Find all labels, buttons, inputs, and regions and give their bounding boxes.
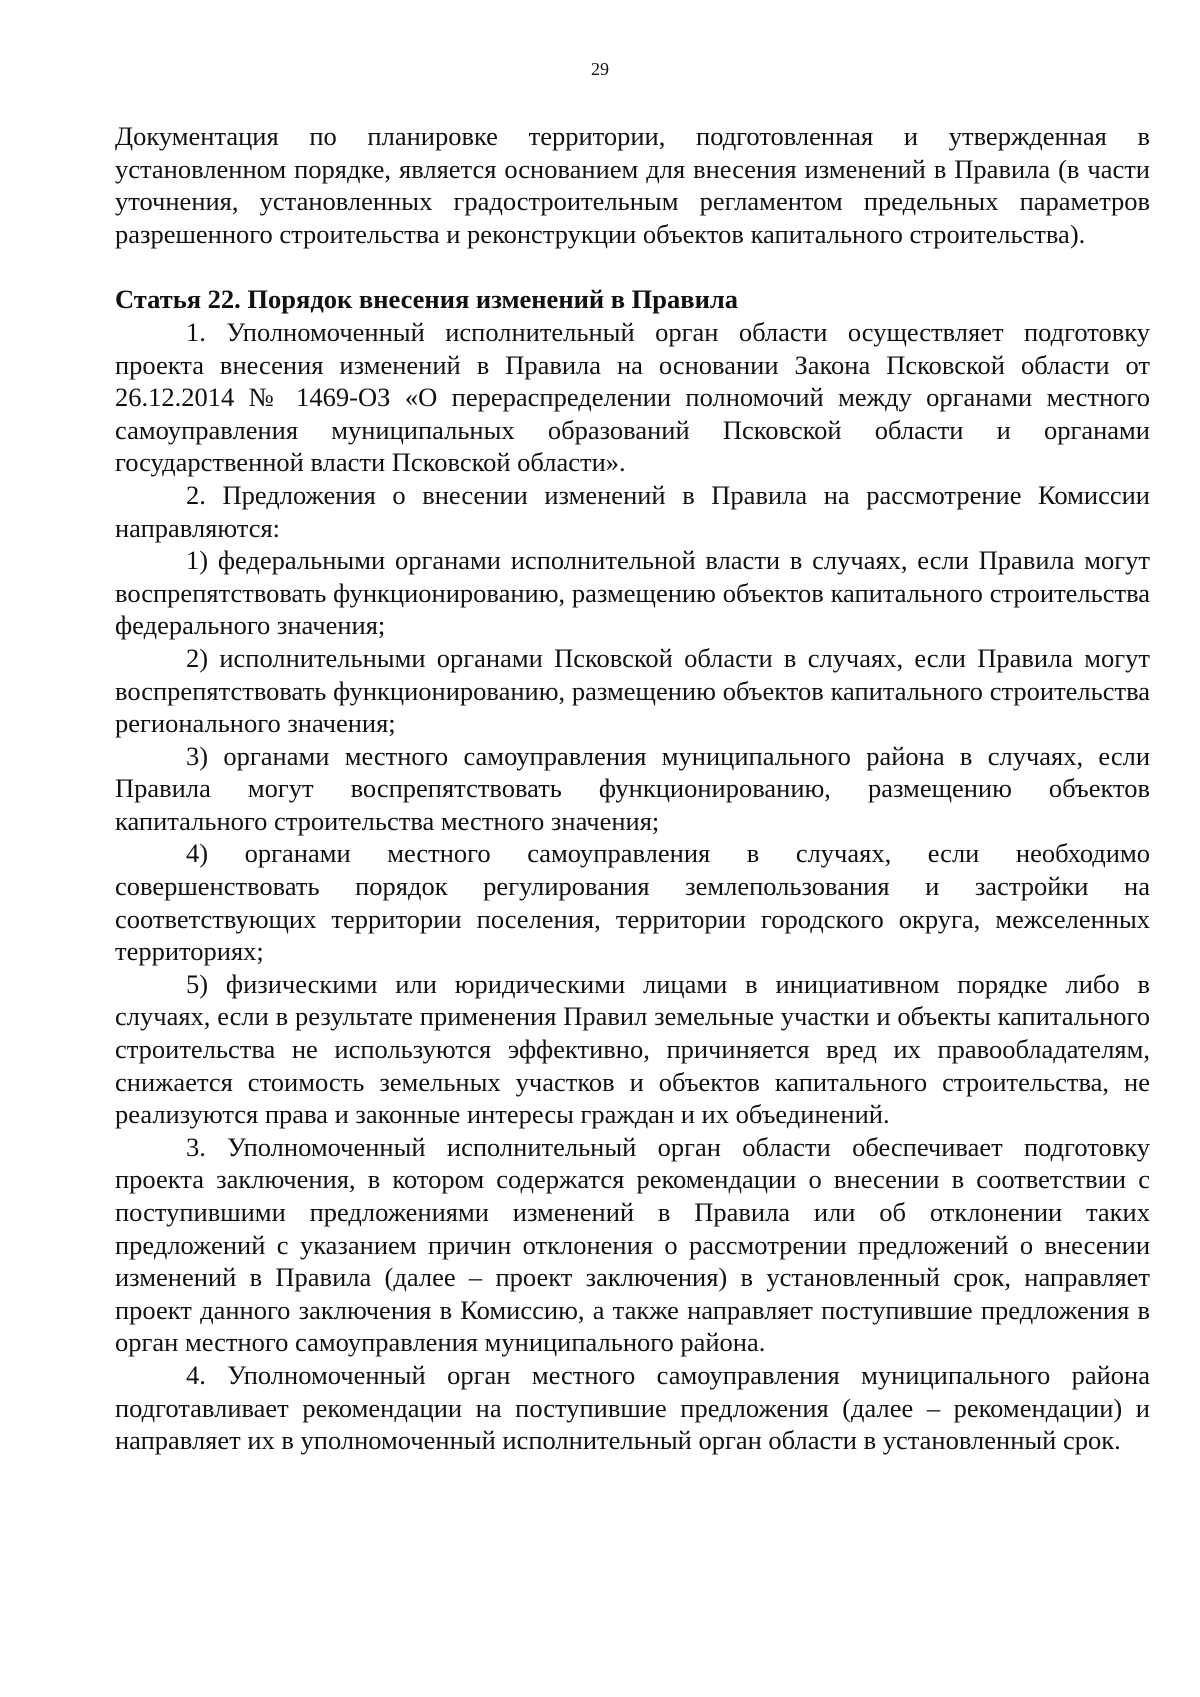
document-body [115, 120, 1150, 1457]
paragraph-4: 4. Уполномоченный орган местного самоуправления муниципального района подготавливает рекомендации на поступившие предложения (далее – рекомендации) и направляет их в уполномоченный исполнительный орган области в установленный срок. [115, 1359, 1150, 1456]
list-item-2: 2) исполнительными органами Псковской области в случаях, если Правила могут воспрепятствовать функционированию, размещению объектов капитального строительства регионального значения; [115, 642, 1150, 739]
list-item-1: 1) федеральными органами исполнительной власти в случаях, если Правила могут воспрепятствовать функционированию, размещению объектов капитального строительства федерального значения; [115, 545, 1150, 641]
paragraph-1: 1. Уполномоченный исполнительный орган области осуществляет подготовку проекта внесения изменений в Правила на основании Закона Псковской области от 26.12.2014 № 1469-ОЗ «О перераспределении полномочий между органами местного самоуправления муниципальных образований Псковской области и органами государственной власти Псковской области». [115, 316, 1150, 478]
list-item-5: 5) физическими или юридическими лицами в инициативном порядке либо в случаях, если в результате применения Правил земельные участки и объекты капитального строительства не используются эффективно, причиняется вред их правообладателям, снижается стоимость земельных участков и объектов капитального строительства, не реализуются права и законные интересы граждан и их объединений. [115, 968, 1150, 1130]
paragraph-2: 2. Предложения о внесении изменений в Правила на рассмотрение Комиссии направляются: [115, 479, 1150, 543]
paragraph-3: 3. Уполномоченный исполнительный орган области обеспечивает подготовку проекта заключения, в котором содержатся рекомендации о внесении в соответствии с поступившими предложениями изменений в Правила или об отклонении таких предложений с указанием причин отклонения о рассмотрении предложений о внесении изменений в Правила (далее – проект заключения) в установленный срок, направляет проект данного заключения в Комиссию, а также направляет поступившие предложения в орган местного самоуправления муниципального района. [115, 1131, 1150, 1358]
page-number: 29 [591, 59, 609, 79]
list-item-3: 3) органами местного самоуправления муниципального района в случаях, если Правила могут воспрепятствовать функционированию, размещению объектов капитального строительства местного значения; [115, 740, 1150, 836]
intro-paragraph: Документация по планировке территории, подготовленная и утвержденная в установленном порядке, является основанием для внесения изменений в Правила (в части уточнения, установленных градостроительным регламентом предельных параметров разрешенного строительства и реконструкции объектов капитального строительства). [115, 121, 1150, 249]
article-heading: Статья 22. Порядок внесения изменений в Правила [115, 284, 738, 315]
list-item-4: 4) органами местного самоуправления в случаях, если необходимо совершенствовать порядок регулирования землепользования и застройки на соответствующих территории поселения, территории городского округа, межселенных территориях; [115, 838, 1150, 967]
